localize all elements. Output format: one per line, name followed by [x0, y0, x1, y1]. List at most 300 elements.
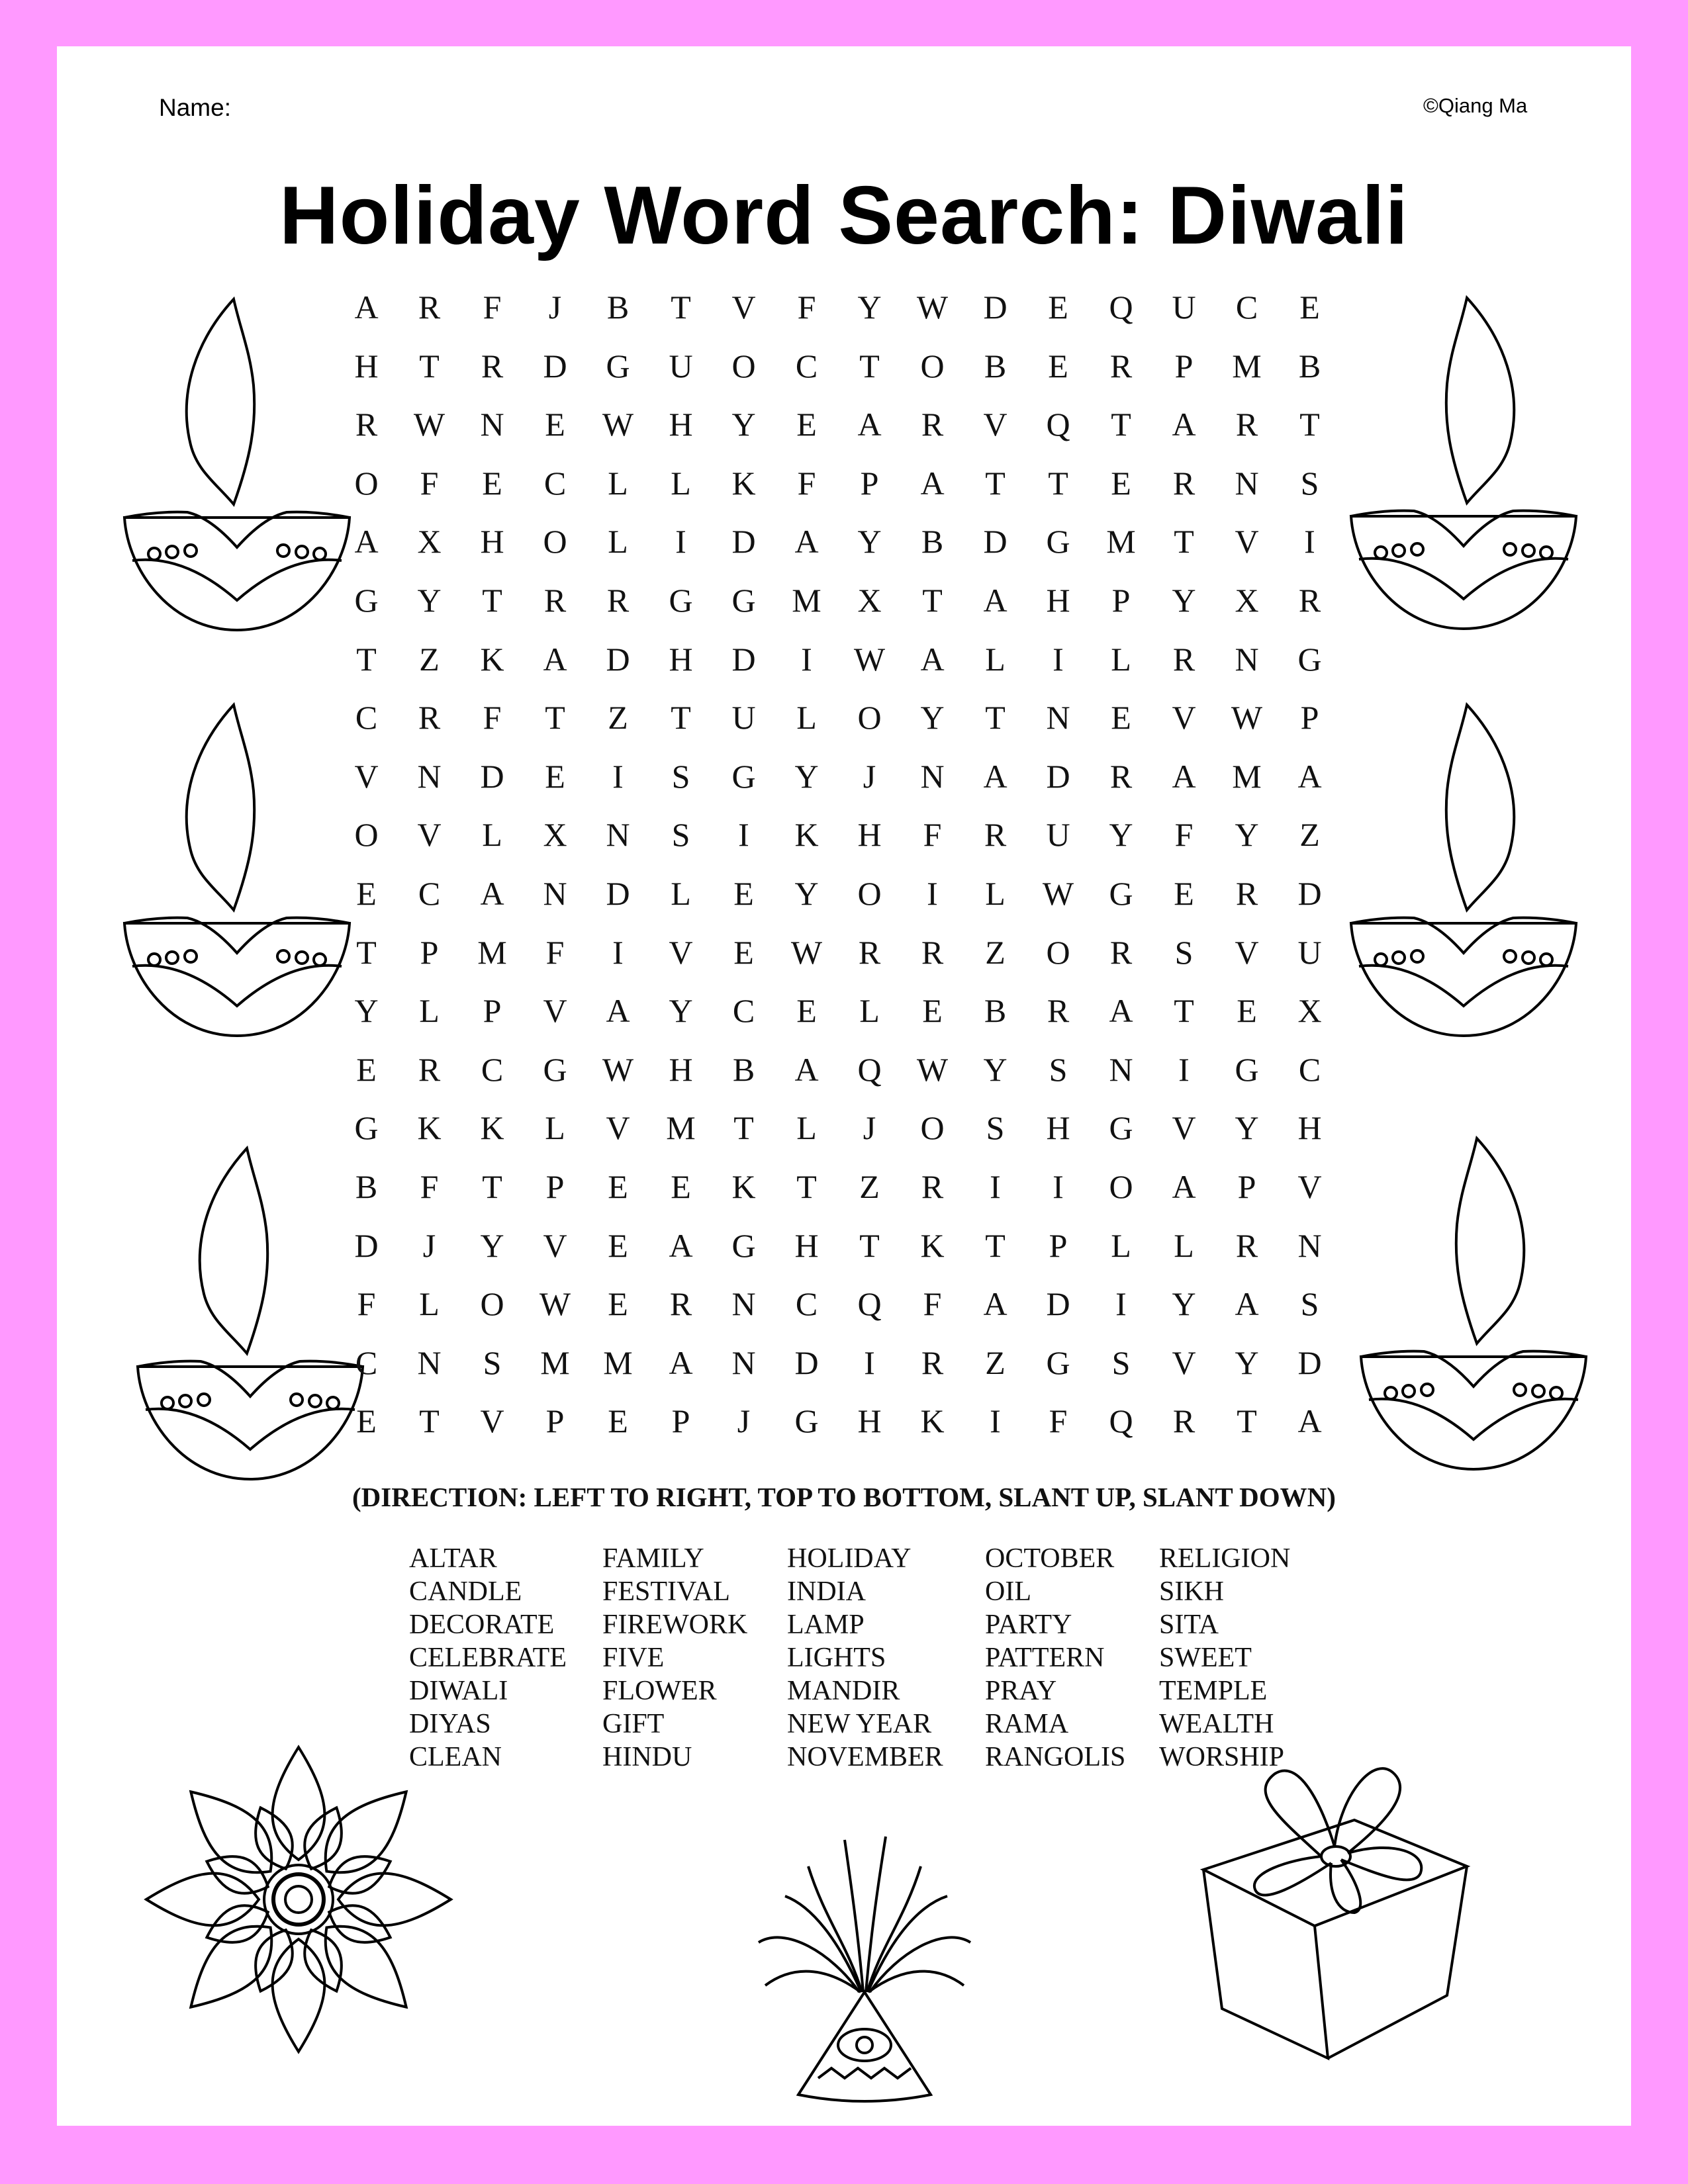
grid-letter[interactable]: K — [794, 816, 819, 854]
grid-letter[interactable]: R — [418, 289, 441, 326]
grid-letter[interactable]: Y — [1235, 816, 1259, 854]
grid-letter[interactable]: E — [1111, 464, 1131, 502]
grid-letter[interactable]: C — [795, 1285, 818, 1323]
grid-letter[interactable]: I — [612, 933, 624, 971]
grid-letter[interactable]: O — [920, 1109, 945, 1147]
grid-letter[interactable]: G — [731, 757, 756, 795]
grid-letter[interactable]: L — [482, 816, 502, 854]
grid-letter[interactable]: G — [543, 1050, 567, 1088]
grid-letter[interactable]: E — [545, 757, 565, 795]
grid-letter[interactable]: Y — [983, 1050, 1008, 1088]
grid-letter[interactable]: A — [354, 289, 379, 326]
grid-letter[interactable]: F — [545, 933, 565, 971]
grid-letter[interactable]: L — [985, 875, 1006, 912]
grid-letter[interactable]: E — [608, 1402, 628, 1440]
grid-letter[interactable]: N — [1235, 464, 1259, 502]
grid-letter[interactable]: V — [480, 1402, 504, 1440]
grid-letter[interactable]: D — [480, 757, 504, 795]
grid-letter[interactable]: P — [1111, 582, 1131, 619]
grid-letter[interactable]: P — [1237, 1168, 1256, 1205]
grid-letter[interactable]: C — [795, 347, 818, 385]
grid-letter[interactable]: K — [480, 1109, 504, 1147]
grid-letter[interactable]: E — [1237, 992, 1257, 1030]
grid-letter[interactable]: V — [543, 1226, 567, 1264]
grid-letter[interactable]: D — [983, 289, 1008, 326]
grid-letter[interactable]: W — [790, 933, 823, 971]
grid-letter[interactable]: M — [477, 933, 507, 971]
grid-letter[interactable]: L — [796, 1109, 817, 1147]
grid-letter[interactable]: R — [1235, 875, 1258, 912]
grid-letter[interactable]: V — [983, 406, 1008, 443]
grid-letter[interactable]: H — [1046, 582, 1070, 619]
grid-letter[interactable]: T — [922, 582, 943, 619]
grid-letter[interactable]: K — [920, 1226, 945, 1264]
grid-letter[interactable]: T — [733, 1109, 754, 1147]
grid-letter[interactable]: O — [480, 1285, 504, 1323]
grid-letter[interactable]: N — [1046, 699, 1070, 737]
grid-letter[interactable]: X — [417, 523, 442, 561]
grid-letter[interactable]: G — [794, 1402, 819, 1440]
grid-letter[interactable]: Z — [985, 1343, 1006, 1381]
grid-letter[interactable]: K — [731, 1168, 756, 1205]
grid-letter[interactable]: W — [916, 1050, 949, 1088]
grid-letter[interactable]: Y — [731, 406, 756, 443]
grid-letter[interactable]: L — [608, 523, 628, 561]
grid-letter[interactable]: G — [1235, 1050, 1259, 1088]
grid-letter[interactable]: T — [1174, 992, 1194, 1030]
grid-letter[interactable]: G — [1046, 523, 1070, 561]
grid-letter[interactable]: F — [420, 1168, 439, 1205]
grid-letter[interactable]: H — [1297, 1109, 1322, 1147]
grid-letter[interactable]: F — [923, 1285, 942, 1323]
grid-letter[interactable]: C — [481, 1050, 504, 1088]
grid-letter[interactable]: A — [920, 640, 945, 678]
grid-letter[interactable]: Y — [1109, 816, 1133, 854]
grid-letter[interactable]: I — [1178, 1050, 1190, 1088]
grid-letter[interactable]: U — [1172, 289, 1196, 326]
grid-letter[interactable]: D — [354, 1226, 379, 1264]
grid-letter[interactable]: I — [801, 640, 812, 678]
grid-letter[interactable]: E — [356, 1402, 377, 1440]
grid-letter[interactable]: O — [1109, 1168, 1133, 1205]
grid-letter[interactable]: V — [1172, 699, 1196, 737]
grid-letter[interactable]: A — [983, 1285, 1008, 1323]
grid-letter[interactable]: Y — [920, 699, 945, 737]
grid-letter[interactable]: I — [675, 523, 686, 561]
grid-letter[interactable]: R — [1235, 406, 1258, 443]
grid-letter[interactable]: O — [354, 816, 379, 854]
grid-letter[interactable]: E — [1048, 347, 1068, 385]
grid-letter[interactable]: V — [731, 289, 756, 326]
grid-letter[interactable]: J — [422, 1226, 436, 1264]
grid-letter[interactable]: E — [356, 875, 377, 912]
grid-letter[interactable]: K — [920, 1402, 945, 1440]
grid-letter[interactable]: Y — [794, 757, 819, 795]
grid-letter[interactable]: R — [481, 347, 504, 385]
grid-letter[interactable]: D — [1046, 757, 1070, 795]
grid-letter[interactable]: N — [731, 1343, 756, 1381]
grid-letter[interactable]: B — [921, 523, 944, 561]
grid-letter[interactable]: A — [1297, 757, 1322, 795]
grid-letter[interactable]: N — [920, 757, 945, 795]
grid-letter[interactable]: E — [1174, 875, 1194, 912]
grid-letter[interactable]: P — [1300, 699, 1319, 737]
grid-letter[interactable]: W — [602, 406, 634, 443]
grid-letter[interactable]: W — [602, 1050, 634, 1088]
grid-letter[interactable]: A — [794, 1050, 819, 1088]
grid-letter[interactable]: R — [921, 1168, 944, 1205]
grid-letter[interactable]: S — [1300, 464, 1319, 502]
grid-letter[interactable]: O — [857, 875, 882, 912]
grid-letter[interactable]: T — [356, 640, 377, 678]
grid-letter[interactable]: P — [1174, 347, 1194, 385]
grid-letter[interactable]: C — [355, 1343, 378, 1381]
grid-letter[interactable]: W — [413, 406, 445, 443]
grid-letter[interactable]: Z — [608, 699, 628, 737]
grid-letter[interactable]: Q — [857, 1285, 882, 1323]
grid-letter[interactable]: Z — [419, 640, 440, 678]
grid-letter[interactable]: J — [863, 757, 876, 795]
grid-letter[interactable]: E — [608, 1226, 628, 1264]
grid-letter[interactable]: D — [606, 875, 630, 912]
grid-letter[interactable]: V — [354, 757, 379, 795]
grid-letter[interactable]: Q — [1109, 1402, 1133, 1440]
grid-letter[interactable]: C — [732, 992, 755, 1030]
grid-letter[interactable]: T — [1299, 406, 1320, 443]
grid-letter[interactable]: P — [671, 1402, 690, 1440]
grid-letter[interactable]: R — [1172, 464, 1196, 502]
grid-letter[interactable]: R — [669, 1285, 692, 1323]
grid-letter[interactable]: B — [732, 1050, 755, 1088]
grid-letter[interactable]: H — [1046, 1109, 1070, 1147]
grid-letter[interactable]: A — [1172, 406, 1196, 443]
grid-letter[interactable]: H — [857, 816, 882, 854]
grid-letter[interactable]: M — [540, 1343, 570, 1381]
grid-letter[interactable]: T — [1237, 1402, 1257, 1440]
grid-letter[interactable]: R — [921, 1343, 944, 1381]
grid-letter[interactable]: G — [1046, 1343, 1070, 1381]
grid-letter[interactable]: T — [545, 699, 565, 737]
grid-letter[interactable]: C — [543, 464, 567, 502]
grid-letter[interactable]: L — [671, 875, 691, 912]
grid-letter[interactable]: I — [927, 875, 938, 912]
grid-letter[interactable]: F — [357, 1285, 376, 1323]
grid-letter[interactable]: D — [1297, 875, 1322, 912]
grid-letter[interactable]: F — [797, 289, 816, 326]
grid-letter[interactable]: F — [420, 464, 439, 502]
grid-letter[interactable]: H — [480, 523, 504, 561]
grid-letter[interactable]: F — [483, 289, 502, 326]
grid-letter[interactable]: X — [857, 582, 882, 619]
grid-letter[interactable]: G — [1297, 640, 1322, 678]
grid-letter[interactable]: J — [863, 1109, 876, 1147]
grid-letter[interactable]: B — [355, 1168, 378, 1205]
grid-letter[interactable]: X — [1235, 582, 1259, 619]
grid-letter[interactable]: V — [543, 992, 567, 1030]
grid-letter[interactable]: I — [990, 1402, 1001, 1440]
grid-letter[interactable]: E — [733, 933, 754, 971]
grid-letter[interactable]: Y — [1172, 582, 1196, 619]
grid-letter[interactable]: Y — [1235, 1343, 1259, 1381]
grid-letter[interactable]: N — [1235, 640, 1259, 678]
grid-letter[interactable]: E — [1111, 699, 1131, 737]
grid-letter[interactable]: T — [859, 347, 880, 385]
grid-letter[interactable]: N — [480, 406, 504, 443]
grid-letter[interactable]: P — [545, 1168, 565, 1205]
grid-letter[interactable]: T — [482, 1168, 502, 1205]
grid-letter[interactable]: T — [482, 582, 502, 619]
grid-letter[interactable]: S — [1049, 1050, 1068, 1088]
grid-letter[interactable]: E — [922, 992, 943, 1030]
grid-letter[interactable]: A — [669, 1343, 693, 1381]
grid-letter[interactable]: R — [1172, 1402, 1196, 1440]
grid-letter[interactable]: R — [1109, 933, 1133, 971]
grid-letter[interactable]: T — [1111, 406, 1131, 443]
grid-letter[interactable]: M — [792, 582, 821, 619]
grid-letter[interactable]: K — [731, 464, 756, 502]
grid-letter[interactable]: V — [669, 933, 693, 971]
grid-letter[interactable]: K — [417, 1109, 442, 1147]
grid-letter[interactable]: E — [671, 1168, 691, 1205]
grid-letter[interactable]: P — [420, 933, 439, 971]
grid-letter[interactable]: L — [608, 464, 628, 502]
grid-letter[interactable]: Y — [417, 582, 442, 619]
grid-letter[interactable]: P — [1049, 1226, 1068, 1264]
grid-letter[interactable]: M — [1106, 523, 1136, 561]
grid-letter[interactable]: P — [483, 992, 502, 1030]
grid-letter[interactable]: M — [1232, 757, 1262, 795]
grid-letter[interactable]: N — [543, 875, 567, 912]
grid-letter[interactable]: I — [1115, 1285, 1127, 1323]
grid-letter[interactable]: C — [1235, 289, 1258, 326]
grid-letter[interactable]: D — [1297, 1343, 1322, 1381]
grid-letter[interactable]: G — [354, 582, 379, 619]
grid-letter[interactable]: D — [983, 523, 1008, 561]
grid-letter[interactable]: R — [1047, 992, 1070, 1030]
grid-letter[interactable]: D — [606, 640, 630, 678]
grid-letter[interactable]: G — [606, 347, 630, 385]
grid-letter[interactable]: N — [731, 1285, 756, 1323]
grid-letter[interactable]: T — [796, 1168, 817, 1205]
grid-letter[interactable]: Q — [1046, 406, 1070, 443]
grid-letter[interactable]: R — [921, 933, 944, 971]
grid-letter[interactable]: U — [669, 347, 693, 385]
grid-letter[interactable]: F — [483, 699, 502, 737]
grid-letter[interactable]: U — [1046, 816, 1070, 854]
grid-letter[interactable]: S — [1174, 933, 1194, 971]
grid-letter[interactable]: W — [1231, 699, 1263, 737]
grid-letter[interactable]: O — [731, 347, 756, 385]
grid-letter[interactable]: E — [796, 406, 817, 443]
grid-letter[interactable]: L — [419, 1285, 440, 1323]
grid-letter[interactable]: M — [1232, 347, 1262, 385]
grid-letter[interactable]: D — [731, 523, 756, 561]
grid-letter[interactable]: B — [1298, 347, 1321, 385]
grid-letter[interactable]: A — [857, 406, 882, 443]
grid-letter[interactable]: E — [1048, 289, 1068, 326]
grid-letter[interactable]: F — [1049, 1402, 1068, 1440]
grid-letter[interactable]: R — [1172, 640, 1196, 678]
grid-letter[interactable]: L — [419, 992, 440, 1030]
grid-letter[interactable]: R — [1235, 1226, 1258, 1264]
grid-letter[interactable]: Y — [480, 1226, 504, 1264]
grid-letter[interactable]: A — [1235, 1285, 1259, 1323]
grid-letter[interactable]: N — [417, 1343, 442, 1381]
grid-letter[interactable]: S — [1111, 1343, 1131, 1381]
grid-letter[interactable]: R — [858, 933, 881, 971]
grid-letter[interactable]: L — [1174, 1226, 1194, 1264]
grid-letter[interactable]: R — [1109, 347, 1133, 385]
grid-letter[interactable]: E — [608, 1168, 628, 1205]
grid-letter[interactable]: W — [539, 1285, 571, 1323]
grid-letter[interactable]: A — [543, 640, 567, 678]
grid-letter[interactable]: I — [612, 757, 624, 795]
grid-letter[interactable]: A — [1109, 992, 1133, 1030]
grid-letter[interactable]: A — [1297, 1402, 1322, 1440]
grid-letter[interactable]: B — [984, 992, 1007, 1030]
grid-letter[interactable]: Y — [857, 289, 882, 326]
grid-letter[interactable]: T — [356, 933, 377, 971]
grid-letter[interactable]: K — [480, 640, 504, 678]
grid-letter[interactable]: E — [482, 464, 502, 502]
grid-letter[interactable]: Y — [794, 875, 819, 912]
grid-letter[interactable]: O — [354, 464, 379, 502]
grid-letter[interactable]: Y — [857, 523, 882, 561]
grid-letter[interactable]: R — [984, 816, 1007, 854]
grid-letter[interactable]: B — [606, 289, 630, 326]
grid-letter[interactable]: J — [737, 1402, 751, 1440]
grid-letter[interactable]: Y — [1235, 1109, 1259, 1147]
grid-letter[interactable]: A — [983, 757, 1008, 795]
grid-letter[interactable]: T — [419, 347, 440, 385]
grid-letter[interactable]: H — [354, 347, 379, 385]
grid-letter[interactable]: E — [1299, 289, 1320, 326]
grid-letter[interactable]: Q — [1109, 289, 1133, 326]
grid-letter[interactable]: A — [480, 875, 504, 912]
grid-letter[interactable]: T — [985, 464, 1006, 502]
grid-letter[interactable]: T — [1174, 523, 1194, 561]
grid-letter[interactable]: A — [920, 464, 945, 502]
grid-letter[interactable]: T — [419, 1402, 440, 1440]
grid-letter[interactable]: W — [916, 289, 949, 326]
grid-letter[interactable]: T — [985, 1226, 1006, 1264]
grid-letter[interactable]: V — [606, 1109, 630, 1147]
grid-letter[interactable]: O — [857, 699, 882, 737]
grid-letter[interactable]: P — [545, 1402, 565, 1440]
grid-letter[interactable]: L — [545, 1109, 565, 1147]
grid-letter[interactable]: F — [797, 464, 816, 502]
grid-letter[interactable]: X — [543, 816, 567, 854]
grid-letter[interactable]: J — [548, 289, 562, 326]
grid-letter[interactable]: A — [606, 992, 630, 1030]
grid-letter[interactable]: C — [1298, 1050, 1321, 1088]
grid-letter[interactable]: F — [923, 816, 942, 854]
grid-letter[interactable]: G — [731, 1226, 756, 1264]
grid-letter[interactable]: G — [731, 582, 756, 619]
grid-letter[interactable]: E — [356, 1050, 377, 1088]
grid-letter[interactable]: R — [921, 406, 944, 443]
grid-letter[interactable]: S — [671, 757, 690, 795]
grid-letter[interactable]: I — [1053, 640, 1064, 678]
grid-letter[interactable]: H — [669, 406, 693, 443]
grid-letter[interactable]: M — [666, 1109, 696, 1147]
grid-letter[interactable]: I — [864, 1343, 875, 1381]
grid-letter[interactable]: R — [418, 699, 441, 737]
grid-letter[interactable]: R — [606, 582, 630, 619]
grid-letter[interactable]: Q — [857, 1050, 882, 1088]
grid-letter[interactable]: H — [794, 1226, 819, 1264]
grid-letter[interactable]: D — [543, 347, 567, 385]
grid-letter[interactable]: R — [355, 406, 378, 443]
grid-letter[interactable]: V — [417, 816, 442, 854]
grid-letter[interactable]: G — [354, 1109, 379, 1147]
grid-letter[interactable]: G — [1109, 1109, 1133, 1147]
grid-letter[interactable]: S — [483, 1343, 502, 1381]
grid-letter[interactable]: O — [920, 347, 945, 385]
grid-letter[interactable]: L — [1111, 1226, 1131, 1264]
grid-letter[interactable]: A — [983, 582, 1008, 619]
grid-letter[interactable]: V — [1235, 523, 1259, 561]
grid-letter[interactable]: W — [1042, 875, 1074, 912]
grid-letter[interactable]: A — [1172, 1168, 1196, 1205]
grid-letter[interactable]: L — [1111, 640, 1131, 678]
grid-letter[interactable]: D — [731, 640, 756, 678]
grid-letter[interactable]: A — [669, 1226, 693, 1264]
grid-letter[interactable]: H — [857, 1402, 882, 1440]
grid-letter[interactable]: D — [1046, 1285, 1070, 1323]
grid-letter[interactable]: V — [1297, 1168, 1322, 1205]
grid-letter[interactable]: Y — [1172, 1285, 1196, 1323]
grid-letter[interactable]: I — [1053, 1168, 1064, 1205]
grid-letter[interactable]: V — [1172, 1109, 1196, 1147]
grid-letter[interactable]: Y — [354, 992, 379, 1030]
grid-letter[interactable]: L — [796, 699, 817, 737]
grid-letter[interactable]: X — [1297, 992, 1322, 1030]
grid-letter[interactable]: M — [603, 1343, 633, 1381]
grid-letter[interactable]: T — [671, 289, 691, 326]
grid-letter[interactable]: H — [669, 640, 693, 678]
grid-letter[interactable]: Z — [859, 1168, 880, 1205]
grid-letter[interactable]: S — [986, 1109, 1005, 1147]
grid-letter[interactable]: O — [543, 523, 567, 561]
grid-letter[interactable]: G — [669, 582, 693, 619]
grid-letter[interactable]: T — [1048, 464, 1068, 502]
grid-letter[interactable]: Y — [669, 992, 693, 1030]
grid-letter[interactable]: N — [1109, 1050, 1133, 1088]
grid-letter[interactable]: E — [733, 875, 754, 912]
grid-letter[interactable]: R — [1109, 757, 1133, 795]
grid-letter[interactable]: V — [1172, 1343, 1196, 1381]
grid-letter[interactable]: O — [1046, 933, 1070, 971]
grid-letter[interactable]: A — [1172, 757, 1196, 795]
grid-letter[interactable]: R — [1298, 582, 1321, 619]
grid-letter[interactable]: I — [738, 816, 749, 854]
grid-letter[interactable]: T — [671, 699, 691, 737]
grid-letter[interactable]: G — [1109, 875, 1133, 912]
grid-letter[interactable]: E — [545, 406, 565, 443]
grid-letter[interactable]: R — [543, 582, 567, 619]
grid-letter[interactable]: A — [354, 523, 379, 561]
grid-letter[interactable]: N — [417, 757, 442, 795]
grid-letter[interactable]: L — [859, 992, 880, 1030]
grid-letter[interactable]: Z — [985, 933, 1006, 971]
grid-letter[interactable]: W — [853, 640, 886, 678]
grid-letter[interactable]: R — [418, 1050, 441, 1088]
grid-letter[interactable]: L — [671, 464, 691, 502]
grid-letter[interactable]: N — [1297, 1226, 1322, 1264]
grid-letter[interactable]: B — [984, 347, 1007, 385]
grid-letter[interactable]: D — [794, 1343, 819, 1381]
